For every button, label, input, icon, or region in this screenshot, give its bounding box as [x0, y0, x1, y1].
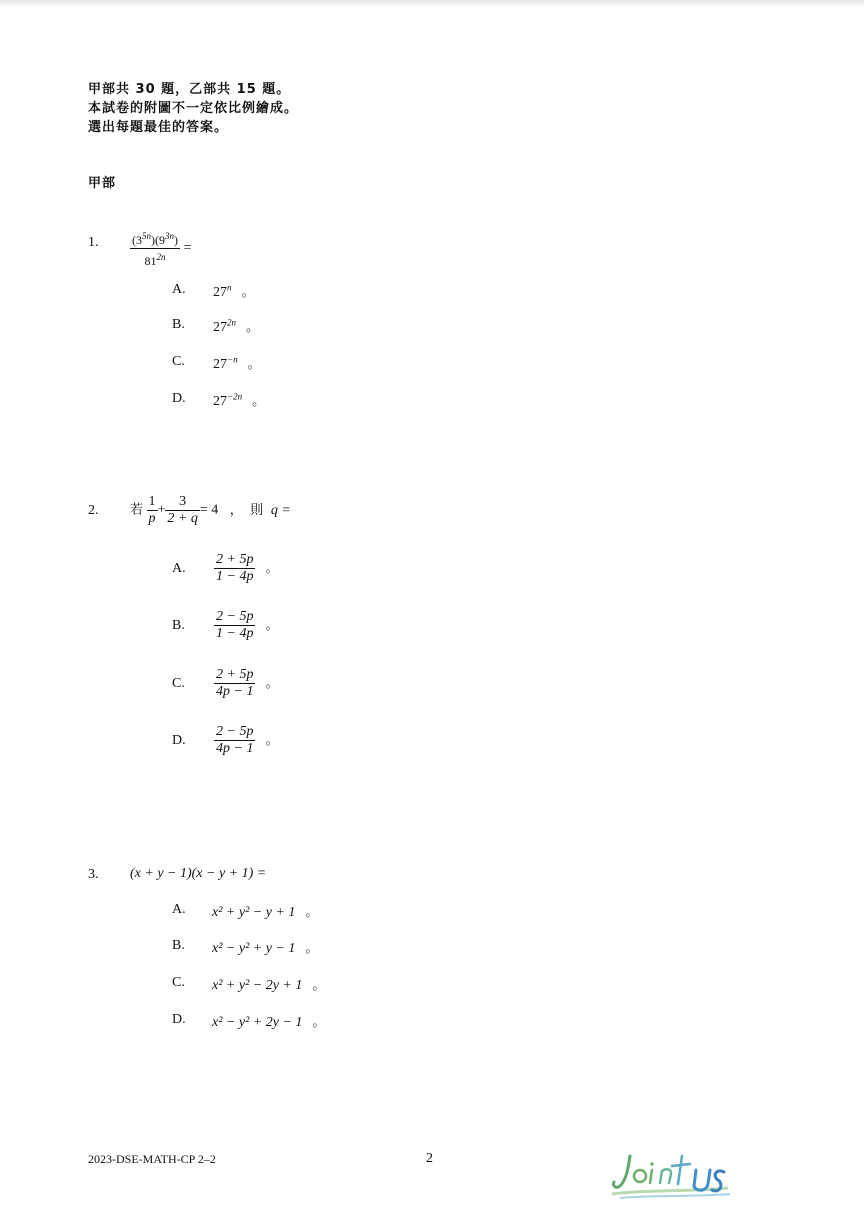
- instruction-line: 甲部共 30 題，乙部共 15 題。: [88, 82, 291, 97]
- option-text: $\frac{2 + 5p}{4p - 1}$ 。: [216, 667, 279, 699]
- option-label: C.: [172, 676, 185, 691]
- option-text: $\frac{2 - 5p}{4p - 1}$ 。: [216, 724, 279, 756]
- question-1-stem: $\frac{(3^{5n})(9^{3n})}{81^{2n}}$ =: [130, 228, 191, 269]
- option-text: x² + y² − 2y + 1 。: [212, 977, 326, 993]
- stem-fraction: $\frac{1}{p}$: [148, 494, 156, 526]
- question-2-stem: 若 $\frac{1}{p}$ + $\frac{3}{2 + q}$ = 4 ， 則 q =: [130, 494, 291, 526]
- question-number: 2.: [88, 503, 99, 518]
- question-number: 1.: [88, 235, 99, 250]
- option-label: A.: [172, 902, 186, 917]
- option-label: B.: [172, 618, 185, 633]
- instructions: [88, 80, 298, 137]
- option-text: $27^{2n}$ 。: [213, 317, 260, 335]
- stem-fraction: $\frac{3}{2 + q}$: [167, 494, 198, 526]
- option-label: C.: [172, 975, 185, 990]
- option-label: A.: [172, 561, 186, 576]
- option-text: x² − y² + y − 1 。: [212, 940, 319, 956]
- option-label: D.: [172, 391, 186, 406]
- option-text: $27^{-n}$ 。: [213, 354, 261, 372]
- option-text: $\frac{2 - 5p}{1 - 4p}$ 。: [216, 609, 279, 641]
- paper-code: 2023-DSE-MATH-CP 2–2: [88, 1152, 216, 1166]
- question-3-stem: (x + y − 1)(x − y + 1) =: [130, 866, 267, 881]
- instruction-line: 本試卷的附圖不一定依比例繪成。: [88, 101, 299, 116]
- option-text: $27^{-2n}$ 。: [213, 391, 266, 409]
- option-text: x² + y² − y + 1 。: [212, 904, 319, 920]
- jointus-logo: [610, 1150, 734, 1202]
- question-number: 3.: [88, 867, 99, 882]
- option-label: B.: [172, 317, 185, 332]
- option-label: B.: [172, 938, 185, 953]
- page-top-shadow: [0, 0, 864, 8]
- option-label: A.: [172, 282, 186, 297]
- option-label: D.: [172, 733, 186, 748]
- option-label: C.: [172, 354, 185, 369]
- page-number: 2: [426, 1151, 433, 1166]
- stem-fraction: $\frac{(3^{5n})(9^{3n})}{81^{2n}}$: [130, 228, 180, 269]
- logo-text: JointUs: [672, 1200, 676, 1201]
- instruction-line: 選出每題最佳的答案。: [88, 120, 229, 135]
- section-title: 甲部: [88, 176, 117, 191]
- option-text: 27$^n$ 。: [213, 282, 255, 300]
- option-text: $\frac{2 + 5p}{1 - 4p}$ 。: [216, 552, 279, 584]
- option-text: x² − y² + 2y − 1 。: [212, 1014, 326, 1030]
- option-label: D.: [172, 1012, 186, 1027]
